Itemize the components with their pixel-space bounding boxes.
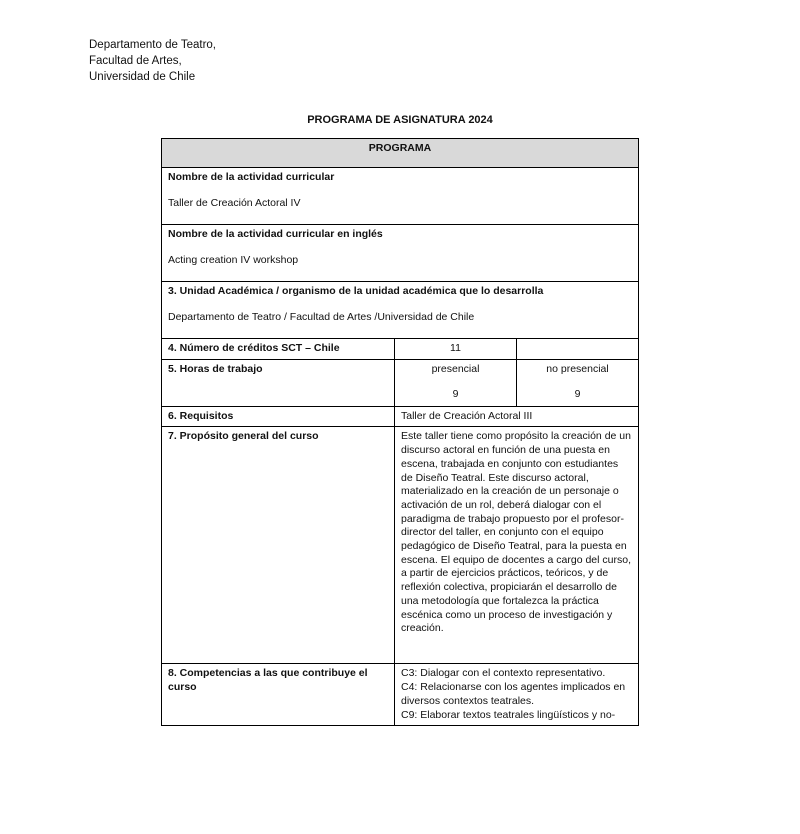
- credits-value: 11: [395, 339, 517, 360]
- course-name-en-value: Acting creation IV workshop: [168, 253, 299, 266]
- institution-header: [89, 37, 216, 85]
- course-name-label: Nombre de la actividad curricular: [168, 171, 335, 183]
- hours-presencial-value: 9: [452, 388, 459, 401]
- document-title: PROGRAMA DE ASIGNATURA 2024: [307, 114, 493, 126]
- course-name-en-label: Nombre de la actividad curricular en inglés: [168, 228, 383, 240]
- header-line-department: Departamento de Teatro,: [89, 39, 217, 51]
- program-table: [161, 138, 639, 726]
- credits-label: 4. Número de créditos SCT – Chile: [162, 339, 395, 360]
- academic-unit-label: 3. Unidad Académica / organismo de la unidad académica que lo desarrolla: [168, 285, 544, 297]
- purpose-value: Este taller tiene como propósito la creación de un discurso actoral en función de una puesta en escena, trabajada en conjunto con estudiantes de Diseño Teatral. Este discurso actoral, materializado en la creación de un personaje o activación de un rol, deberá dialogar con el paradigma de trabajo propuesto por el profesor-director del taller, en conjunto con el equipo pedagógico de Diseño Teatral, para la puesta en escena. El equipo de docentes a cargo del curso, a partir de ejercicios prácticos, teóricos, y de reflexión colectiva, propiciarán el desarrollo de una metodología que fortalezca la práctica escénica como un proceso de investigación y creación.: [395, 427, 639, 664]
- competency-item: C3: Dialogar con el contexto representativo.: [401, 667, 606, 680]
- table-row: [162, 427, 639, 664]
- course-name-en-cell: [162, 225, 639, 282]
- hours-no-presencial-value: 9: [574, 388, 581, 401]
- competencies-label: 8. Competencias a las que contribuye el curso: [162, 664, 395, 726]
- competencies-cell: [395, 664, 639, 726]
- academic-unit-value: Departamento de Teatro / Facultad de Artes /Universidad de Chile: [168, 310, 475, 323]
- table-header: PROGRAMA: [162, 139, 639, 168]
- table-header-row: [162, 139, 639, 168]
- table-row: [162, 168, 639, 225]
- table-row: [162, 664, 639, 726]
- header-line-faculty: Facultad de Artes,: [89, 55, 182, 67]
- hours-label: 5. Horas de trabajo: [162, 359, 395, 406]
- hours-presencial-cell: [395, 359, 517, 406]
- table-row: [162, 225, 639, 282]
- requirements-label: 6. Requisitos: [162, 406, 395, 427]
- competency-item: C4: Relacionarse con los agentes implicados en diversos contextos teatrales.: [401, 681, 626, 707]
- hours-no-presencial-cell: [517, 359, 639, 406]
- course-name-value: Taller de Creación Actoral IV: [168, 196, 301, 209]
- header-line-university: Universidad de Chile: [89, 71, 196, 83]
- requirements-value: Taller de Creación Actoral III: [395, 406, 639, 427]
- table-row: [162, 339, 639, 360]
- credits-empty-cell: [517, 339, 639, 360]
- purpose-label: 7. Propósito general del curso: [162, 427, 395, 664]
- table-row: [162, 406, 639, 427]
- hours-presencial-label: presencial: [431, 362, 480, 375]
- hours-no-presencial-label: no presencial: [546, 362, 609, 375]
- competency-item: C9: Elaborar textos teatrales lingüísticos y no-: [401, 708, 616, 721]
- academic-unit-cell: [162, 282, 639, 339]
- table-row: [162, 282, 639, 339]
- course-name-cell: [162, 168, 639, 225]
- table-row: [162, 359, 639, 406]
